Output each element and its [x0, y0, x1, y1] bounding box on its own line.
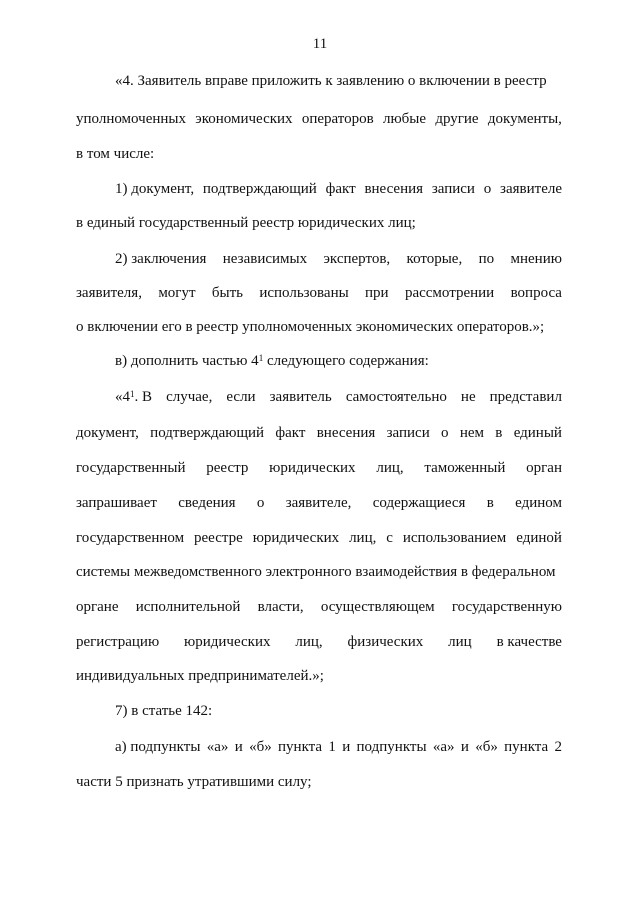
word: факт: [275, 425, 306, 441]
word: подтверждающий: [150, 425, 265, 441]
word: пункта: [278, 739, 323, 755]
word: таможенный: [424, 460, 506, 476]
word: реестр: [206, 460, 249, 476]
word: подтверждающий: [202, 181, 317, 197]
word: лиц,: [376, 460, 404, 476]
word: лиц: [448, 634, 472, 650]
word: 1: [328, 739, 336, 755]
word: юридических: [252, 530, 340, 546]
word: экспертов,: [323, 251, 391, 267]
word: в: [495, 425, 503, 441]
word: рассмотрении: [404, 285, 495, 301]
item-a-line-1: [115, 738, 562, 756]
word: заявителя,: [76, 285, 142, 301]
paragraph-41-line-6: системы межведомственного электронного взаимодействия в федеральном: [76, 564, 556, 580]
word: нем: [459, 425, 484, 441]
word: лиц,: [349, 530, 377, 546]
word: органе: [76, 599, 119, 615]
word: внесения: [316, 425, 376, 441]
paragraph-41-line-2: [76, 424, 562, 442]
word: которые,: [406, 251, 463, 267]
paragraph-41-line-8: [76, 633, 562, 651]
item-v-text-before: в) дополнить частью 4: [115, 353, 259, 369]
paragraph-41-first-word: «$4^1$. В: [115, 389, 153, 405]
word: операторов: [301, 111, 374, 127]
item-2-line-2: [76, 284, 562, 302]
word: вопроса: [510, 285, 562, 301]
item-v-line: [115, 352, 562, 370]
word: власти,: [257, 599, 304, 615]
word: государственном: [76, 530, 185, 546]
word: записи: [386, 425, 430, 441]
word: реестре: [194, 530, 243, 546]
word: быть: [211, 285, 243, 301]
word: физических: [347, 634, 424, 650]
item-7-line: 7) в статье 142:: [115, 703, 213, 719]
paragraph-41-line-5: [76, 529, 562, 547]
word: и: [460, 739, 469, 755]
item-1-line-2: в единый государственный реестр юридических лиц;: [76, 215, 416, 231]
word: документы,: [487, 111, 562, 127]
word: при: [365, 285, 389, 301]
page-number: 11: [312, 36, 328, 52]
word: другие: [435, 111, 479, 127]
item-2-line-3: о включении его в реестр уполномоченных экономических операторов.»;: [76, 319, 545, 335]
word: юридических: [184, 634, 271, 650]
word: сведения: [178, 495, 236, 511]
item-a-line-2: части 5 признать утратившими силу;: [76, 774, 312, 790]
word: 1) документ,: [115, 181, 195, 197]
item-v-superscript: 1: [258, 353, 264, 363]
word: в: [486, 495, 494, 511]
word: факт: [325, 181, 356, 197]
paragraph-41-line-1: «$4^1$. В случае, если заявитель самостоятельно не представил: [115, 389, 562, 405]
word: исполнительной: [135, 599, 241, 615]
word: мнению: [510, 251, 562, 267]
paragraph-41-line-3: [76, 459, 562, 477]
word: использованы: [259, 285, 349, 301]
word: заявителе: [500, 181, 562, 197]
word: орган: [526, 460, 562, 476]
word: могут: [158, 285, 196, 301]
item-v-text-after: следующего содержания:: [263, 353, 429, 369]
word: по: [478, 251, 495, 267]
word: внесения: [364, 181, 424, 197]
word: запрашивает: [76, 495, 157, 511]
word: 2) заключения: [115, 251, 207, 267]
word: и: [342, 739, 351, 755]
word: «б»: [249, 739, 272, 755]
paragraph-41-superscript: 1: [130, 389, 135, 399]
word: экономических: [195, 111, 293, 127]
word: независимых: [222, 251, 308, 267]
paragraph-4-line-1: «4. Заявитель вправе приложить к заявлению о включении в реестр: [115, 73, 547, 89]
word: «а»: [432, 739, 455, 755]
word: государственный: [76, 460, 186, 476]
word: единый: [513, 425, 562, 441]
word: лиц,: [295, 634, 323, 650]
word: записи: [431, 181, 475, 197]
word: и: [234, 739, 243, 755]
word: пункта: [504, 739, 549, 755]
item-1-line-1: [115, 180, 562, 198]
word: едином: [515, 495, 562, 511]
word: подпункты: [356, 739, 427, 755]
word: документ,: [76, 425, 139, 441]
word: любые: [382, 111, 427, 127]
word: «б»: [475, 739, 498, 755]
paragraph-4-line-2: [76, 110, 562, 128]
word: о: [441, 425, 449, 441]
word: заявителе,: [285, 495, 352, 511]
word: использованием: [402, 530, 507, 546]
paragraph-41-line-9: индивидуальных предпринимателей.»;: [76, 668, 324, 684]
word: регистрацию: [76, 634, 160, 650]
word: государственную: [451, 599, 562, 615]
paragraph-41-line-7: [76, 598, 562, 616]
word: о: [256, 495, 265, 511]
word: о: [483, 181, 492, 197]
word: содержащиеся: [372, 495, 466, 511]
item-2-line-1: [115, 250, 562, 268]
word: с: [386, 530, 393, 546]
paragraph-4-line-3: в том числе:: [76, 146, 155, 162]
word: осуществляющем: [320, 599, 435, 615]
word: в качестве: [496, 634, 562, 650]
word: юридических: [269, 460, 356, 476]
word: уполномоченных: [76, 111, 186, 127]
word: единой: [516, 530, 562, 546]
paragraph-41-line-4: [76, 494, 562, 512]
word: «а»: [206, 739, 229, 755]
word: 2: [554, 739, 562, 755]
word: а) подпункты: [115, 739, 201, 755]
